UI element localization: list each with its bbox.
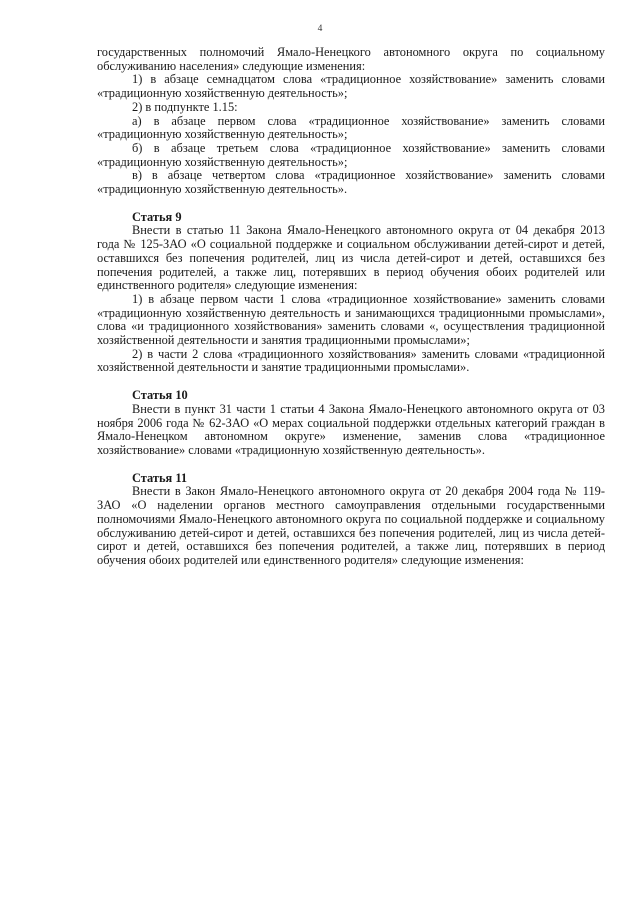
paragraph-item-2c: в) в абзаце четвертом слова «традиционное хозяйствование» заменить словами «традиционную хозяйственную деятельность». — [97, 168, 605, 197]
article-9-item-2: 2) в части 2 слова «традиционного хозяйствования» заменить словами «традиционной хозяйственной деятельности и занятие традиционными промыслами». — [97, 346, 605, 375]
article-9-heading: Статья 9 — [132, 209, 182, 224]
article-11-paragraph: Внести в Закон Ямало-Ненецкого автономного округа от 20 декабря 2004 года № 119-ЗАО «О наделении органов местного самоуправления отдельными государственными полномочиями Ямало-Ненецкого автономного округа по социальной поддержке и социальному обслуживанию детей-сирот и детей, оставшихся без попечения родителей, лиц из числа детей-сирот и детей, оставшихся без попечения родителей, а также лиц, потерявших в период обучения обоих родителей или единственного родителя» следующие изменения: — [97, 484, 605, 567]
paragraph-intro: государственных полномочий Ямало-Ненецкого автономного округа по социальному обслуживанию населения» следующие изменения: — [97, 45, 605, 73]
article-9-paragraph: Внести в статью 11 Закона Ямало-Ненецкого автономного округа от 04 декабря 2013 года № 125-ЗАО «О социальной поддержке и социальном обслуживании детей-сирот и детей, оставшихся без попечения родителей, лиц из числа детей-сирот и детей, оставшихся без попечения родителей, а также лиц, потерявших в период обучения обоих родителей или единственного родителя» следующие изменения: — [97, 223, 605, 293]
article-11-heading: Статья 11 — [132, 470, 188, 485]
document-body — [97, 46, 605, 568]
paragraph-item-2b: б) в абзаце третьем слова «традиционное хозяйствование» заменить словами «традиционную хозяйственную деятельность»; — [97, 140, 605, 169]
article-9-item-1: 1) в абзаце первом части 1 слова «традиционное хозяйствование» заменить словами «традиционную хозяйственную деятельность и занимающихся традиционными промыслами», слова «и традиционного хозяйствования» заменить словами «, осуществления традиционной хозяйственной деятельности и занятия традиционными промыслами»; — [97, 291, 605, 348]
paragraph-item-1: 1) в абзаце семнадцатом слова «традиционное хозяйствование» заменить словами «традиционную хозяйственную деятельность»; — [97, 72, 605, 101]
article-10-paragraph: Внести в пункт 31 части 1 статьи 4 Закона Ямало-Ненецкого автономного округа от 03 ноября 2006 года № 62-ЗАО «О мерах социальной поддержки отдельных категорий граждан в Ямало-Ненецком автономном округе» изменение, заменив слова «традиционное хозяйствование» словами «традиционную хозяйственную деятельность». — [97, 401, 605, 457]
article-10-heading: Статья 10 — [132, 388, 188, 403]
paragraph-item-2a: а) в абзаце первом слова «традиционное хозяйствование» заменить словами «традиционную хозяйственную деятельность»; — [97, 113, 605, 142]
page-number: 4 — [317, 24, 323, 34]
paragraph-item-2: 2) в подпункте 1.15: — [132, 99, 238, 114]
